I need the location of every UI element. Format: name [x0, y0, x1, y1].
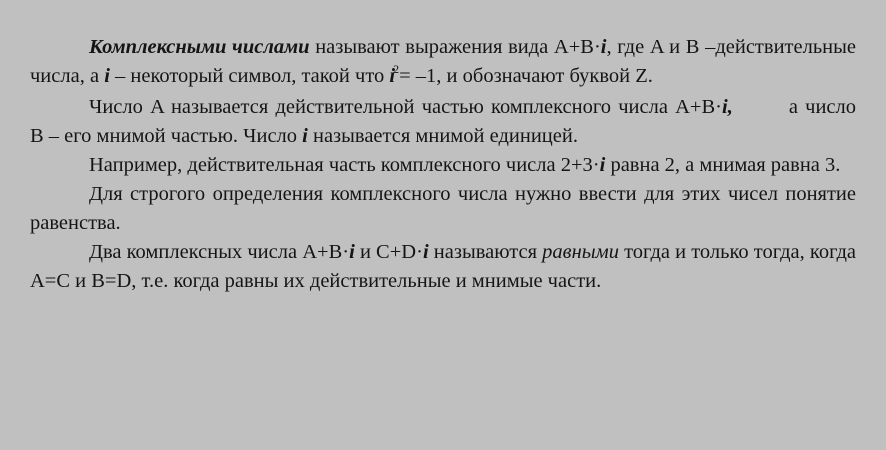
- paragraph-equality-definition: [30, 238, 856, 296]
- exponent: 2: [393, 62, 400, 76]
- paragraph-real-imaginary-parts: [30, 93, 856, 151]
- emphasized-term: равными: [542, 241, 619, 263]
- imaginary-unit-symbol: i: [104, 65, 110, 87]
- paragraph-example: [30, 151, 856, 180]
- imaginary-unit-symbol: i: [302, 125, 308, 147]
- document-body: [30, 33, 856, 296]
- text-run: Число A называется действительной частью комплексного числа A+B·: [89, 96, 722, 118]
- text-run: , где A и B –действительные числа, а: [30, 36, 857, 87]
- text-run: тогда и только тогда, когда A=C и B=D, т.е. когда равны их действительные и мнимые части.: [30, 241, 856, 292]
- defined-term: Комплексными числами: [89, 36, 310, 58]
- imaginary-unit-symbol: i: [599, 154, 606, 176]
- text-run: Например, действительная часть комплексного числа 2+3·: [89, 154, 600, 176]
- text-run: а число B – его мнимой частью. Число: [30, 96, 856, 147]
- imaginary-unit-symbol: i: [349, 241, 355, 263]
- text-run: называются: [428, 241, 543, 263]
- text-run: называется мнимой единицей.: [307, 125, 578, 147]
- text-run: Для строгого определения комплексного числа нужно ввести для этих чисел понятие равенства.: [30, 183, 856, 234]
- text-run: – некоторый символ, такой что: [109, 65, 390, 87]
- text-run: = –1, и обозначают буквой Z.: [399, 65, 653, 87]
- text-run: равна 2, а мнимая равна 3.: [605, 154, 841, 176]
- text-run: Два комплексных числа A+B·: [89, 241, 350, 263]
- imaginary-unit-symbol: i,: [722, 96, 733, 118]
- imaginary-unit-symbol: i: [422, 241, 429, 263]
- paragraph-definition: [30, 33, 856, 93]
- imaginary-unit-symbol: i: [600, 36, 607, 58]
- text-run: и C+D·: [354, 241, 423, 263]
- text-run: называют выражения вида A+B·: [309, 36, 601, 58]
- paragraph-equality-intro: [30, 180, 856, 238]
- imaginary-unit-symbol: i: [389, 65, 396, 87]
